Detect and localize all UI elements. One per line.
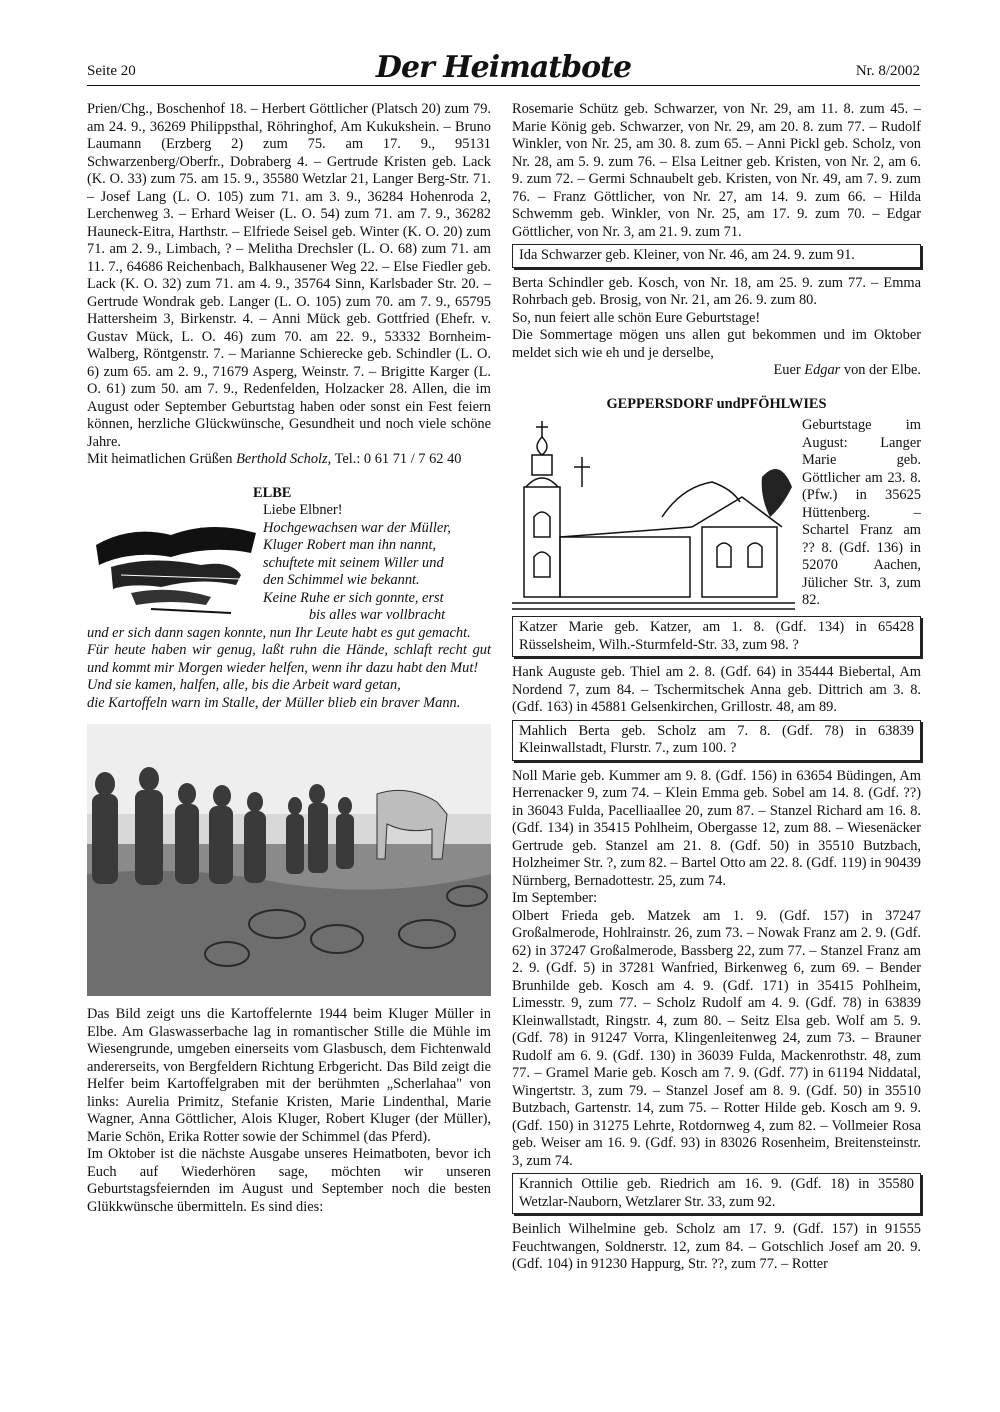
highlighted-birthday: Ida Schwarzer geb. Kleiner, von Nr. 46, am 24. 9. zum 91. (512, 244, 921, 268)
poem-continued: die Kartoffeln warn im Stalle, der Müller blieb ein braver Mann. (87, 694, 461, 711)
issue-number: Nr. 8/2002 (855, 63, 920, 79)
signature-suffix: von der Elbe. (843, 362, 921, 378)
elbe-salutation: Liebe Elbner! (263, 502, 343, 518)
mill-landscape-illustration (91, 505, 261, 620)
birthday-paragraph: Beinlich Wilhelmine geb. Scholz am 17. 9. (Gdf. 157) in 91555 Feuchtwangen, Soldnerstr. 12, zum 84. – Gotschlich Josef am 20. 9. (Gdf. 104) in 91230 Happurg, Str. ??, zum 77. – Rotter (512, 1221, 921, 1272)
poem-continued: und er sich dann sagen konnte, nun Ihr Leute habt es gut gemacht. (87, 624, 471, 641)
signature-prefix: Euer (773, 362, 801, 378)
september-heading: Im September: (512, 890, 598, 906)
greeting-line (87, 451, 491, 469)
poem-line: Hochgewachsen war der Müller, (263, 519, 451, 536)
right-column (512, 101, 921, 1274)
highlighted-birthday: Katzer Marie geb. Katzer, am 1. 8. (Gdf. 134) in 65428 Rüsselsheim, Wilh.-Sturmfeld-Str. 33, zum 98. ? (512, 616, 921, 657)
poem-line: Keine Ruhe er sich gonnte, erst (263, 589, 444, 606)
masthead-logo: Der Heimatbote (375, 50, 632, 85)
church-illustration (512, 417, 795, 613)
birthday-paragraph: Olbert Frieda geb. Matzek am 1. 9. (Gdf. 157) in 37247 Großalmerode, Hohlrainstr. 26, zum 73. – Nowak Franz am 2. 9. (Gdf. 62) in 37247 Großalmerode, Bassberg 22, zum 77. – Stanzel Franz am 2. 9. (Gdf. 5) in 37281 Wanfried, Birkenweg 6, zum 69. – Bender Brunhilde geb. Kosch am 4. 9. (Gdf. 171) in 35415 Pohlheim, Limesstr. 9, zum 77. – Scholz Rudolf am 4. 9. (Gdf. 78) in 63839 Kleinwallstadt, Ringstr. 4, zum 80. – Seitz Elsa geb. Wolf am 5. 9. (Gdf. 78) in 91247 Vorra, Klingenleitenweg 24, zum 73. – Brauner Rudolf am 6. 9. (Gdf. 130) in 36039 Fulda, Mackenrothstr. 48, zum 77. – Gramel Marie geb. Kosch am 7. 9. (Gdf. 77) in 61194 Niddatal, Wingertstr. 3, zum 79. – Stanzel Josef am 8. 9. (Gdf. 50) in 35510 Butzbach, Gartenstr. 14, zum 75. – Rotter Hilde geb. Kosch am 9. 9. (Gdf. 150) in 31275 Lehrte, Rotdornweg 4, zum 82. – Vollmeier Rosa geb. Weiser am 16. 9. (Gdf. 93) in 83026 Rosenheim, Breitensteinstr. 3, zum 74. (512, 907, 921, 1169)
birthday-paragraph: Die Sommertage mögen uns allen gut bekommen und im Oktober meldet sich wie eh und je derselbe, (512, 327, 921, 361)
elbe-title: ELBE (253, 484, 292, 501)
highlighted-birthday: Krannich Ottilie geb. Riedrich am 16. 9. (Gdf. 18) in 35580 Wetzlar-Nauborn, Wetzlarer Str. 33, zum 92. (512, 1173, 921, 1214)
signature-name: Edgar (804, 362, 841, 378)
signature-line (512, 362, 921, 380)
greeting-author: Berthold Scholz, (236, 451, 332, 467)
poem-line: Kluger Robert man ihn nannt, (263, 537, 437, 553)
birthday-paragraph: So, nun feiert alle schön Eure Geburtstage! (512, 309, 761, 326)
page-number: Seite 20 (87, 63, 136, 79)
poem-line: bis alles war vollbracht (308, 607, 446, 623)
page-header (87, 50, 920, 86)
section-title: GEPPERSDORF undPFÖHLWIES (606, 395, 827, 412)
poem-continued: Und sie kamen, halfen, alle, bis die Arbeit ward getan, (87, 677, 401, 693)
greeting-phone: Tel.: 0 61 71 / 7 62 40 (334, 451, 462, 467)
potato-harvest-photo (87, 724, 491, 996)
birthday-paragraph: Rosemarie Schütz geb. Schwarzer, von Nr. 29, am 11. 8. zum 45. – Marie König geb. Schwarzer, von Nr. 29, am 20. 8. zum 77. – Rudolf Winkler, von Nr. 25, am 30. 8. zum 65. – Anni Pickl geb. Scholz, von Nr. 28, am 5. 9. zum 76. – Elsa Leitner geb. Kristen, von Nr. 2, am 6. 9. zum 72. – Germi Schnaubelt geb. Kristen, von Nr. 49, am 7. 9. zum 76. – Franz Göttlicher, von Nr. 27, am 14. 9. zum 66. – Hilda Schwemm geb. Winkler, von Nr. 25, am 17. 9. zum 70. – Edgar Göttlicher, von Nr. 3, am 21. 9. zum 71. (512, 101, 921, 240)
left-column (87, 101, 491, 1216)
birthday-paragraph: Hank Auguste geb. Thiel am 2. 8. (Gdf. 64) in 35444 Biebertal, Am Nordend 7, zum 84. – Tschermitschek Anna geb. Dittrich am 3. 8. (Gdf. 163) in 45881 Gelsenkirchen, Grillostr. 48, am 89. (512, 664, 921, 715)
signature (774, 362, 922, 380)
poem-continued: Für heute haben wir genug, laßt ruhn die Hände, schlaft recht gut und kommt mir Morgen wieder helfen, wenn ihr dazu habt den Mut! (87, 642, 491, 676)
poem-line: schuftete mit seinem Willer und (263, 554, 444, 571)
highlighted-birthday: Mahlich Berta geb. Scholz am 7. 8. (Gdf. 78) in 63839 Kleinwallstadt, Flurstr. 7., zum 100. ? (512, 720, 921, 761)
birthday-paragraph: Berta Schindler geb. Kosch, von Nr. 18, am 25. 9. zum 77. – Emma Rohrbach geb. Brosig, von Nr. 21, am 26. 9. zum 80. (512, 274, 921, 308)
closing-paragraph: Im Oktober ist die nächste Ausgabe unseres Heimatboten, bevor ich Euch auf Wiederhören sage, möchten wir unseren Geburtstagsfeiernden im August und September noch die besten Glükkwünsche übermitteln. Es sind dies: (87, 1146, 491, 1215)
poem-line: den Schimmel wie bekannt. (263, 572, 420, 588)
geppersdorf-intro: Geburtstage im August: Langer Marie geb. Göttlicher am 23. 8. (Pfw.) in 35625 Hüttenberg. – Schartel Franz am ?? 8. (Gdf. 136) in 52070 Aachen, Jülicher Str. 3, zum 82. (802, 417, 921, 608)
elbe-poem (253, 484, 491, 625)
header-rule (87, 85, 920, 86)
birthday-list-continued: Prien/Chg., Boschenhof 18. – Herbert Göttlicher (Platsch 20) zum 79. am 24. 9., 36269 Philippsthal, Röhringhof, Am Kukukshein. – Bruno Laumann (Erzberg 2) zum 75. am 17. 9., 95131 Schwarzenberg/Oberfr., Dobraberg 4. – Gertrude Kristen geb. Lack (K. O. 33) zum 75. am 15. 9., 35580 Wetzlar 21, Langer Berg-Str. 71. – Josef Lang (L. O. 105) zum 71. am 3. 9., 36284 Hohenroda 2, Lerchenweg 3. – Erhard Weiser (L. O. 54) zum 71. am 7. 9., 36282 Hauneck-Eitra, Harthstr. – Elfriede Seisel geb. Winter (K. O. 20) zum 71. am 2. 9., Limbach, ? – Melitha Drechsler (L. O. 68) zum 71. am 11. 7., 64686 Reichenbach, Balkhausener Weg 22. – Else Fiedler geb. Lack (K. O. 32) zum 71. am 4. 9., 35764 Sinn, Karlsbader Str. 20. – Gertrude Wondrak geb. Langer (L. O. 105) zum 70. am 7. 9., 65795 Hattersheim 3, Birkenstr. 4. – Anni Mück geb. Gottfried (Ehefr. v. Gustav Mück, L. O. 46) zum 70. am 22. 9., 53332 Bornheim-Walberg, Röntgenstr. 7. – Marianne Schierecke geb. Schindler (L. O. 6) zum 65. am 2. 9., 71679 Asperg, Weinstr. 7. – Brigitte Karger (L. O. 61) zum 50. am 7. 9., Redenfelden, Holzacker 28. Allen, die im August oder September Geburtstag haben oder sonst ein Fest feiern können, herzliche Glückwünsche, Gesundheit und noch viele schöne Jahre. (87, 101, 491, 450)
birthday-paragraph: Noll Marie geb. Kummer am 9. 8. (Gdf. 156) in 63654 Büdingen, Am Herrenacker 9, zum 74. – Klein Emma geb. Sobel am 14. 8. (Gdf. ??) in 36043 Fulda, Pacelliaallee 20, zum 87. – Stanzel Richard am 16. 8. (Gdf. 134) in 35415 Pohlheim, Obergasse 12, zum 88. – Wiesenäcker Gertrude geb. Stanzel am 21. 8. (Gdf. 50) in 35510 Butzbach, Holzheimer Str. ?, zum 82. – Bartel Otto am 22. 8. (Gdf. 119) in 90439 Nürnberg, Bernadottestr. 25, zum 74. (512, 767, 921, 889)
greeting-text: Mit heimatlichen Grüßen (87, 451, 233, 467)
geppersdorf-section (512, 417, 921, 613)
elbe-section (87, 485, 491, 625)
photo-caption: Das Bild zeigt uns die Kartoffelernte 1944 beim Kluger Müller in Elbe. Am Glaswasserbache lag in romantischer Stille die Mühle im Wiesengrunde, umgeben einerseits vom Glasbusch, dem Fichtenwald andererseits, von Bergfeldern Richtung Erbgericht. Das Bild zeigt die Helfer beim Kartoffelgraben mit der berühmten „Scherlahaa" von links: Aurelia Primitz, Stefanie Kristen, Marie Lindenthal, Marie Wagner, Anna Göttlicher, Alois Kluger, Robert Kluger (der Müller), Marie Schön, Erika Rotter sowie der Schimmel (das Pferd). (87, 1006, 491, 1145)
